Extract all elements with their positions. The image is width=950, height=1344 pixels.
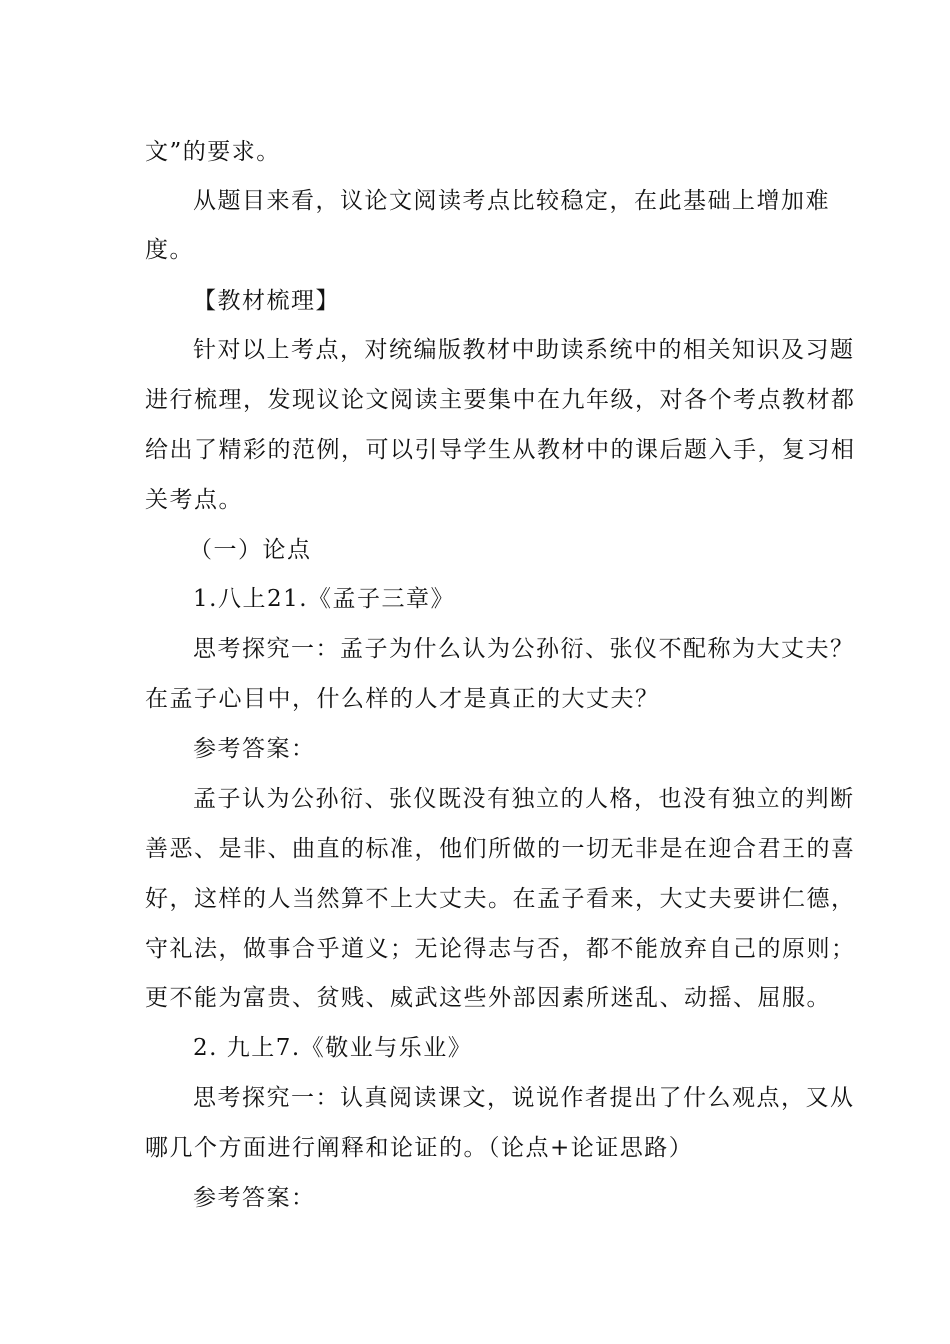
text-line: 针对以上考点，对统编版教材中助读系统中的相关知识及习题	[193, 337, 855, 363]
text-line: 思考探究一：孟子为什么认为公孙衍、张仪不配称为大丈夫？	[193, 636, 855, 662]
item-heading: 2. 九上7.《敬业与乐业》	[193, 1035, 473, 1061]
text-line: 好，这样的人当然算不上大丈夫。在孟子看来，大丈夫要讲仁德，	[145, 886, 856, 912]
answer-label: 参考答案：	[193, 1185, 316, 1211]
text-line: 关考点。	[145, 487, 243, 513]
section-heading: 【教材梳理】	[193, 288, 340, 314]
text-line: 善恶、是非、曲直的标准，他们所做的一切无非是在迎合君王的喜	[145, 836, 856, 862]
text-line: 在孟子心目中，什么样的人才是真正的大丈夫？	[145, 686, 660, 712]
text-line: 哪几个方面进行阐释和论证的。（论点+论证思路）	[145, 1135, 694, 1161]
text-line: 给出了精彩的范例，可以引导学生从教材中的课后题入手，复习相	[145, 437, 856, 463]
answer-label: 参考答案：	[193, 736, 316, 762]
text-line: 更不能为富贵、贫贱、威武这些外部因素所迷乱、动摇、屈服。	[145, 985, 831, 1011]
subsection-heading: （一）论点	[189, 537, 312, 563]
text-line: 文”的要求。	[145, 139, 281, 165]
text-line: 进行梳理，发现议论文阅读主要集中在九年级，对各个考点教材都	[145, 387, 856, 413]
text-line: 守礼法，做事合乎道义；无论得志与否，都不能放弃自己的原则；	[145, 936, 856, 962]
text-line: 孟子认为公孙衍、张仪既没有独立的人格，也没有独立的判断	[193, 786, 855, 812]
item-heading: 1.八上21.《孟子三章》	[193, 586, 456, 612]
text-line: 从题目来看，议论文阅读考点比较稳定，在此基础上增加难	[193, 188, 830, 214]
text-line: 思考探究一：认真阅读课文，说说作者提出了什么观点，又从	[193, 1085, 855, 1111]
text-line: 度。	[145, 237, 194, 263]
